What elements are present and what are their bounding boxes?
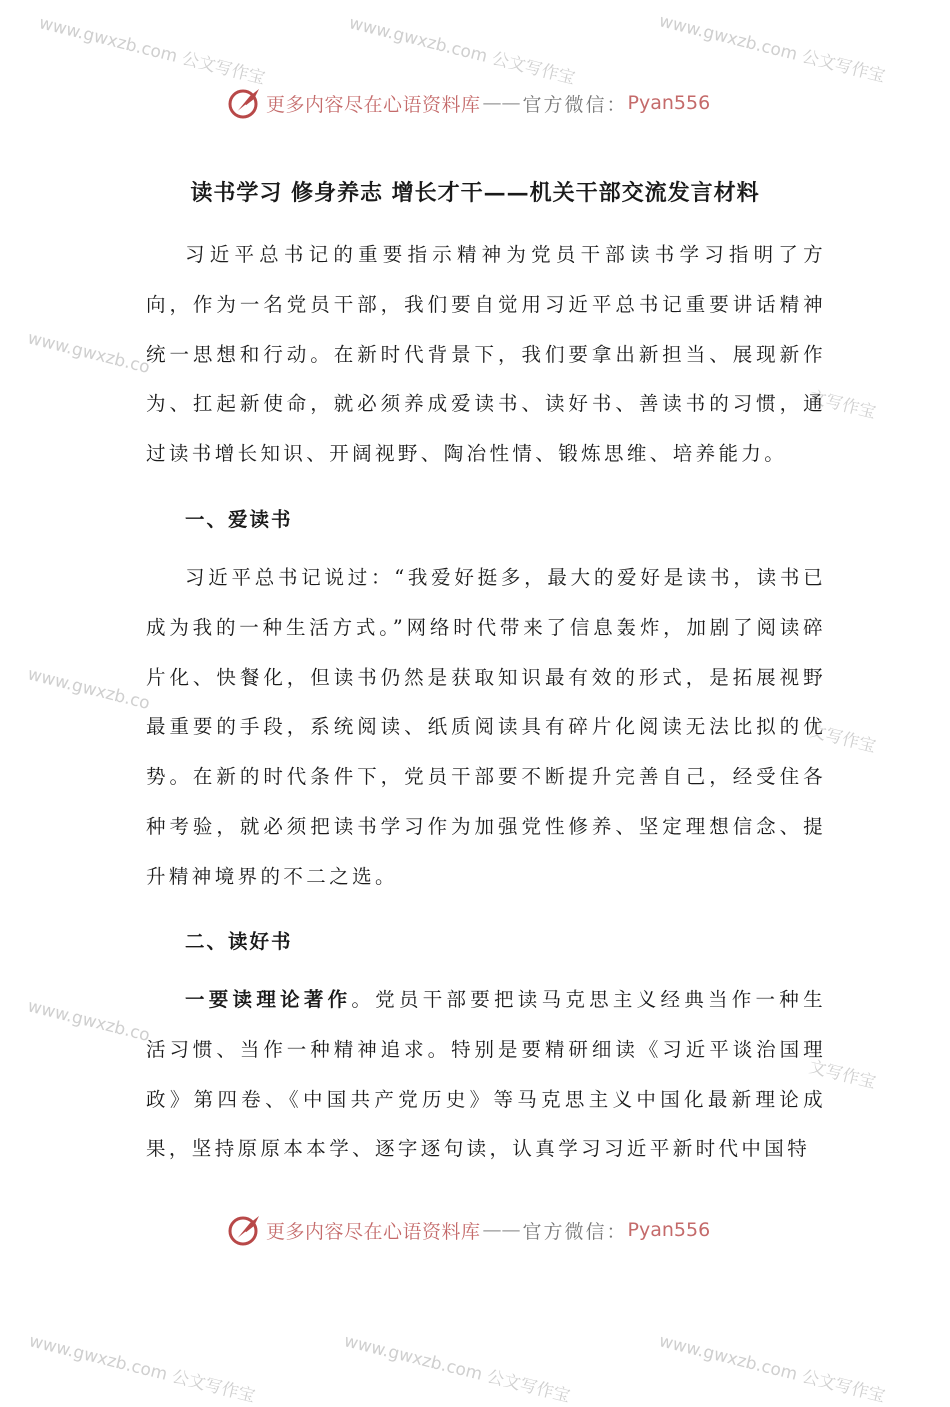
intro-paragraph: 习近平总书记的重要指示精神为党员干部读书学习指明了方向，作为一名党员干部，我们要自觉用习近平总书记重要讲话精神统一思想和行动。在新时代背景下，我们要拿出新担当、展现新作为、扛起新使命，就必须养成爱读书、读好书、善读书的习惯，通过读书增长知识、开阔视野、陶冶性情、锻炼思维、培养能力。 (146, 243, 826, 466)
watermark: www.gwxzb.com 公文写作宝 (656, 11, 888, 87)
watermark: www.gwxzb.com 公文写作宝 (36, 13, 268, 89)
banner-text: 更多内容尽在心语资料库 (266, 93, 481, 116)
section1-paragraph: 习近平总书记说过：“我爱好挺多，最大的爱好是读书，读书已成为我的一种生活方式。”网络时代带来了信息轰炸，加剧了阅读碎片化、快餐化，但读书仍然是获取知识最有效的形式，是拓展视野最重要的手段，系统阅读、纸质阅读具有碎片化阅读无法比拟的优势。在新的时代条件下，党员干部要不断提升完善自己，经受住各种考验，就必须把读书学习作为加强党性修养、坚定理想信念、提升精神境界的不二之选。 (146, 566, 826, 888)
banner-separator: —— (482, 1219, 521, 1241)
footer-banner (228, 1213, 710, 1247)
section2-lead: 一要读理论著作 (185, 988, 352, 1011)
banner-wechat-label: 官方微信： (522, 93, 628, 116)
banner-text: 更多内容尽在心语资料库 (266, 1220, 481, 1243)
section2-paragraph (146, 975, 826, 1174)
header-banner (228, 86, 710, 120)
section-heading: 二、读好书 (185, 930, 293, 953)
banner-separator: —— (482, 92, 521, 114)
quill-logo-icon (228, 86, 262, 120)
watermark: www.gwxzb.co (25, 996, 152, 1046)
watermark: 文写作宝 (806, 1057, 878, 1094)
watermark: www.gwxzb.co (25, 664, 152, 714)
section2-body: 。党员干部要把读马克思主义经典当作一种生活习惯、当作一种精神追求。特别是要精研细读《习近平谈治国理政》第四卷、《中国共产党历史》等马克思主义中国化最新理论成果，坚持原原本本学、逐字逐句读，认真学习习近平新时代中国特 (146, 988, 826, 1161)
quill-logo-icon (228, 1213, 262, 1247)
watermark: www.gwxzb.com 公文写作宝 (656, 1331, 888, 1407)
watermark: 文写作宝 (806, 721, 878, 758)
banner-wechat-id: Pyan556 (627, 92, 711, 114)
document-title: 读书学习 修身养志 增长才干——机关干部交流发言材料 (190, 180, 760, 206)
banner-wechat-label: 官方微信： (522, 1220, 628, 1243)
watermark: www.gwxzb.com 公文写作宝 (346, 13, 578, 89)
banner-wechat-id: Pyan556 (627, 1219, 711, 1241)
watermark: www.gwxzb.com 公文写作宝 (26, 1331, 258, 1407)
watermark: 文写作宝 (806, 387, 878, 424)
watermark: www.gwxzb.com 公文写作宝 (341, 1331, 573, 1407)
watermark: www.gwxzb.co (25, 328, 152, 378)
section-heading: 一、爱读书 (185, 508, 293, 531)
